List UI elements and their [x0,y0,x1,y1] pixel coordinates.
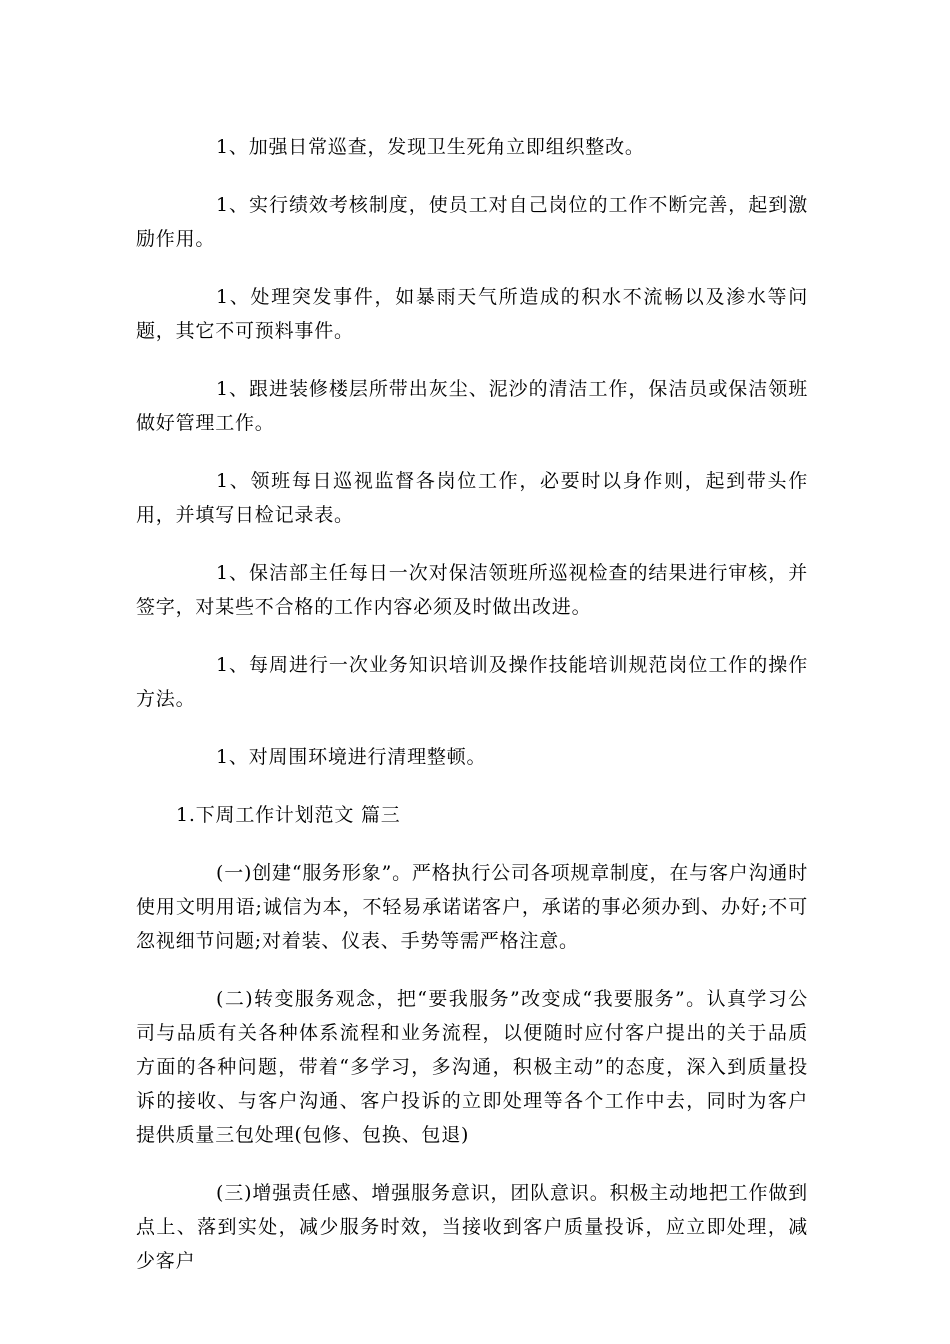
paragraph-inspection: 1、加强日常巡查，发现卫生死角立即组织整改。 [216,136,645,158]
paragraph-emergency: 1、处理突发事件，如暴雨天气所造成的积水不流畅以及渗水等问题，其它不可预料事件。 [136,286,808,342]
paragraph-environment: 1、对周围环境进行清理整顿。 [216,746,487,768]
section-three: (三)增强责任感、增强服务意识，团队意识。积极主动地把工作做到点上、落到实处，减少服务时效，当接收到客户质量投诉，应立即处理，减少客户 [136,1182,808,1272]
section-one: (一)创建“服务形象”。严格执行公司各项规章制度，在与客户沟通时使用文明用语;诚信为本，不轻易承诺诺客户，承诺的事必须办到、办好;不可忽视细节问题;对着装、仪表、手势等需严格注意。 [136,862,808,952]
paragraph-performance: 1、实行绩效考核制度，使员工对自己岗位的工作不断完善，起到激励作用。 [136,194,808,250]
paragraph-supervisor-patrol: 1、领班每日巡视监督各岗位工作，必要时以身作则，起到带头作用，并填写日检记录表。 [136,470,808,526]
section-two: (二)转变服务观念，把“要我服务”改变成“我要服务”。认真学习公司与品质有关各种体系流程和业务流程，以便随时应付客户提出的关于品质方面的各种问题，带着“多学习，多沟通，积极主动”的态度，深入到质量投诉的接收、与客户沟通、客户投诉的立即处理等各个工作中去，同时为客户提供质量三包处理(包修、包换、包退) [136,988,808,1146]
section-heading: 1.下周工作计划范文 篇三 [176,804,401,826]
paragraph-renovation: 1、跟进装修楼层所带出灰尘、泥沙的清洁工作，保洁员或保洁领班做好管理工作。 [136,378,808,434]
document-body [136,130,808,1302]
paragraph-director-review: 1、保洁部主任每日一次对保洁领班所巡视检查的结果进行审核，并签字，对某些不合格的工作内容必须及时做出改进。 [136,562,808,618]
paragraph-weekly-training: 1、每周进行一次业务知识培训及操作技能培训规范岗位工作的操作方法。 [136,654,808,710]
